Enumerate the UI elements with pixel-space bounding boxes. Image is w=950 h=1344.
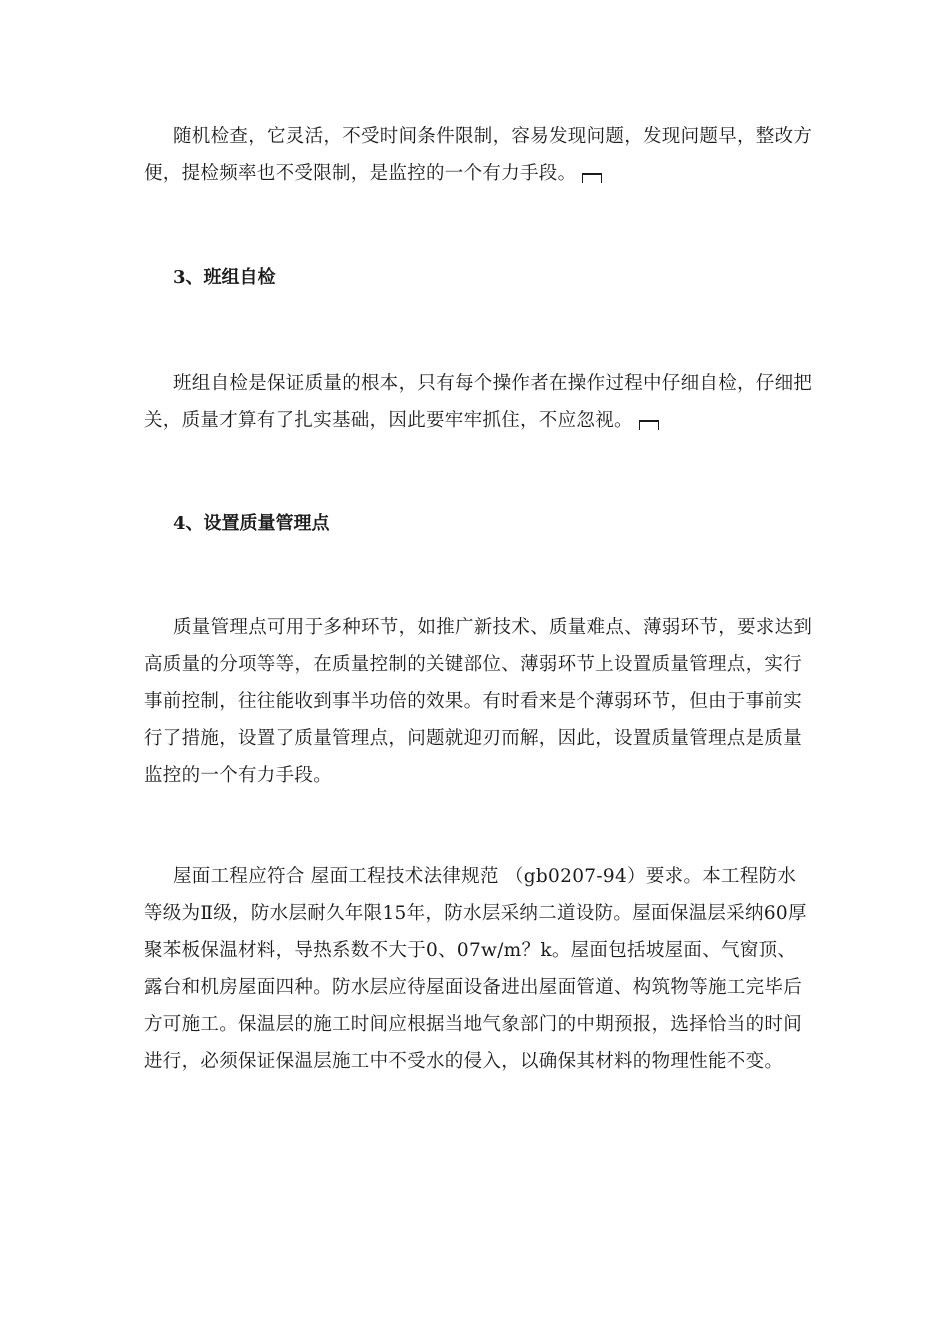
bracket-mark-icon — [639, 420, 659, 430]
paragraph-text: 随机检查，它灵活，不受时间条件限制，容易发现问题，发现问题早，整改方便，提检频率也不受限制，是监控的一个有力手段。 — [144, 126, 813, 184]
bracket-mark-icon — [582, 173, 602, 183]
paragraph-quality-control-point: 质量管理点可用于多种环节，如推广新技术、质量难点、薄弱环节，要求达到高质量的分项等等，在质量控制的关键部位、薄弱环节上设置质量管理点，实行事前控制，往往能收到事半功倍的效果。有时看来是个薄弱环节，但由于事前实行了措施，设置了质量管理点，问题就迎刃而解，因此，设置质量管理点是质量监控的一个有力手段。 — [144, 617, 813, 786]
paragraph-random-inspection — [144, 118, 814, 192]
paragraph-roofing-works: 屋面工程应符合 屋面工程技术法律规范 （gb0207-94）要求。本工程防水等级为Ⅱ级，防水层耐久年限15年，防水层采纳二道设防。屋面保温层采纳60厚聚苯板保温材料，导热系数不大于0、07w/m？k。屋面包括坡屋面、气窗顶、露台和机房屋面四种。防水层应待屋面设备进出屋面管道、构筑物等施工完毕后方可施工。保温层的施工时间应根据当地气象部门的中期预报，选择恰当的时间进行，必须保证保温层施工中不受水的侵入，以确保其材料的物理性能不变。 — [144, 866, 807, 1072]
paragraph-text: 班组自检是保证质量的根本，只有每个操作者在操作过程中仔细自检，仔细把关，质量才算有了扎实基础，因此要牢牢抓住，不应忽视。 — [144, 373, 813, 431]
section-heading-quality-control-point: 4、设置质量管理点 — [173, 513, 330, 534]
section-heading-team-self-check: 3、班组自检 — [173, 267, 276, 288]
paragraph-team-self-check — [144, 365, 814, 439]
